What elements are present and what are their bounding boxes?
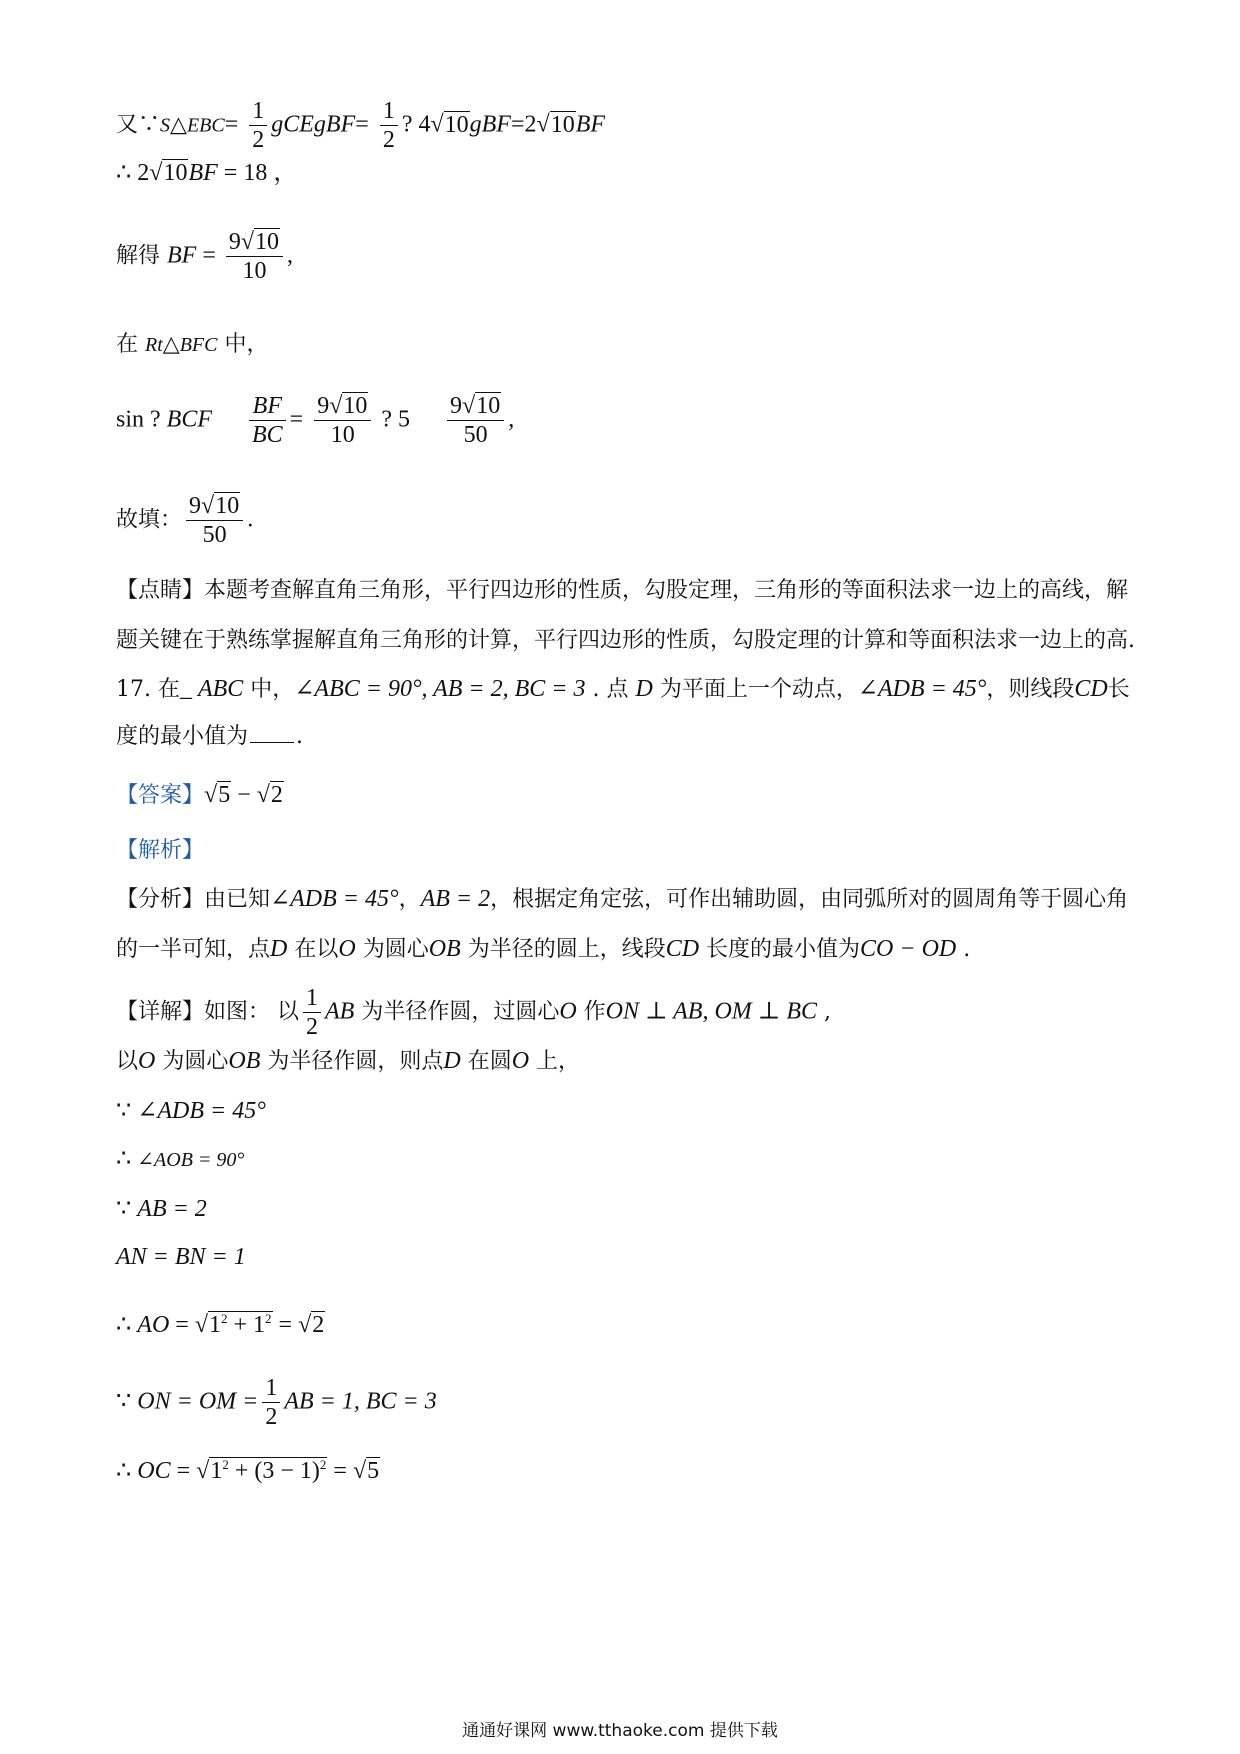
text: 为平面上一个动点， [652,677,858,702]
math-term: O [511,1048,530,1074]
denominator: 2 [252,127,265,153]
math-term: D [443,1048,461,1074]
math-term: O [338,936,356,962]
math-term: BF [575,111,606,138]
footer-watermark: 通通好课网 www.tthaoke.com 提供下载 [462,1721,778,1741]
text: 为半径作圆，过圆心 [354,999,560,1025]
denominator: BC [252,422,283,448]
math-term: ? [144,406,167,433]
sqrt: $√1^2 + 1^2$ [194,1311,272,1338]
math-term: O [559,998,577,1025]
math-term: AB = 1, BC = 3 [284,1388,437,1415]
line-solve-bf [116,228,293,285]
fraction-half [249,97,267,154]
equals: = [196,242,222,269]
numerator: 1 [249,97,267,126]
sqrt: √10 [430,111,469,138]
numerator: 1 [380,97,398,126]
text: , [287,242,294,269]
xiangjie-line-1 [116,984,831,1041]
fraction-half [380,97,398,154]
text: 中， [217,332,269,357]
math-s: S [160,114,171,137]
line-area-ebc [116,97,605,154]
text: ，则线段 [986,677,1075,702]
line-adb: ∵ ∠ADB = 45° [116,1098,266,1124]
fraction [249,392,286,449]
text: , [508,406,515,433]
triangle-symbol: △ [162,332,180,357]
line-oc: ∴ OC = $√1^2 + (3 - 1)^2 = √5$ [116,1457,380,1484]
text: . [956,937,971,962]
text: ， [398,887,421,912]
text: 为圆心 [355,937,429,962]
line-ab: ∵ AB = 2 [116,1196,207,1222]
text: 又∵ [116,112,161,138]
math-condition: AB = 2 [137,1196,207,1222]
math-term: OB [228,1048,261,1074]
sqrt: √5 [204,782,231,808]
numerator: BF [249,392,286,421]
math-term: gBF [469,111,511,138]
numerator: 9√10 [314,392,371,421]
denominator: 2 [382,127,395,153]
math-condition: ON ⊥ AB, OM ⊥ BC [605,998,818,1025]
math-term: ? 4 [401,111,431,138]
line-sin-bcf [116,392,514,449]
text: 长度的最小值为 [699,937,861,962]
answer-label: 【答案】 [116,783,205,808]
sqrt: √5 [352,1458,380,1484]
fraction-half [303,984,321,1041]
sqrt: √2 [298,1312,325,1338]
math-condition: AB = 2 [420,886,491,912]
triangle-symbol: _ [179,676,198,702]
text: 【分析】由已知 [116,887,271,912]
math-term: CD [1074,676,1108,702]
text: = 18 ， [217,160,298,186]
math-term: BF [188,160,218,186]
math-term: OB [428,936,461,962]
denominator: 50 [463,422,488,448]
math-condition: ∠ADB = 45° [857,676,987,702]
question-17-line-2 [116,722,303,752]
math-condition: AN = BN = 1 [116,1244,246,1270]
math-term: ABC [197,676,244,702]
math-term: BF [167,242,197,269]
fraction [186,492,243,549]
math-condition: ∠ABC = 90°, AB = 2, BC = 3 [294,676,586,702]
fraction [314,392,371,449]
radicand: 5 [218,782,231,808]
text: 故填： [116,507,183,533]
text: . [296,724,304,749]
math-term: ? 5 [375,406,411,433]
sqrt: √10 [149,160,188,186]
fraction [226,228,283,285]
text: 度的最小值为 [116,724,249,749]
answer-line [116,780,284,811]
equals: = [355,111,369,138]
triangle-symbol: △ [170,112,187,138]
numerator: 1 [303,984,321,1013]
math-condition: ∠ADB = 45° [270,886,399,912]
math-term: CO − OD [860,936,957,962]
sqrt: $√1^2 + (3 - 1)^2$ [196,1457,327,1484]
text: 【详解】如图： 以 [116,999,299,1025]
math-term: sin [116,406,145,433]
fenxi-line-1 [116,884,1128,915]
numerator: 9√10 [447,392,504,421]
math-term: OC [137,1458,171,1484]
text: 作 [576,999,606,1025]
fraction [447,392,504,449]
math-term: O [138,1048,156,1074]
math-term: CD [665,936,700,962]
radicand: 10 [444,111,469,138]
math-term: ON = OM = [137,1388,259,1415]
line-rt-bfc [116,330,268,360]
math-term: =2 [510,111,537,138]
text: 在 [116,332,145,357]
denominator: 10 [330,422,355,448]
equals: = [224,111,239,138]
text: 中， [243,677,295,702]
line-ao: ∴ AO = $√1^2 + 1^2 = √2$ [116,1311,325,1338]
text: ，根据定角定弦，可作出辅助圆，由同弧所对的圆周角等于圆心角 [490,887,1129,912]
line-circle-o: 以O 为圆心OB 为半径作圆，则点D 在圆O 上， [116,1048,581,1074]
line-aob: ∴ ∠AOB = 90° [116,1146,245,1172]
math-term: gCEgBF [271,111,356,138]
math-term: Rt [145,334,163,356]
text: 的一半可知，点 [116,937,271,962]
equals: = [289,406,304,433]
text: , [817,999,832,1025]
dianjing-line-2: 题关键在于熟练掌握解直角三角形的计算，平行四边形的性质，勾股定理的计算和等面积法求一边上的高. [116,628,1135,653]
radicand: 10 [550,111,575,138]
text: . 点 [585,677,636,702]
jiexi-label: 【解析】 [116,838,205,863]
question-number: 17. 在 [116,677,180,702]
radicand: 10 [163,160,188,186]
line-on-om: ∵ ON = OM = $\frac{1}{2}$ AB = 1, BC = 3 [116,1375,437,1430]
text: ∴ 2 [116,160,150,186]
math-term: BCF [166,406,212,433]
math-condition: ∠AOB = 90° [137,1149,245,1171]
math-term: D [270,936,288,962]
math-term: AB [325,998,355,1025]
dianjing-line-1: 【点睛】本题考查解直角三角形，平行四边形的性质，勾股定理，三角形的等面积法求一边上的高线，解 [116,578,1129,603]
fraction-half: $\frac{1}{2}$ [262,1374,280,1431]
denominator: 2 [306,1014,318,1040]
sqrt: √2 [256,782,283,808]
math-term: AO [137,1312,170,1338]
fenxi-line-2 [116,934,970,965]
denominator: 10 [242,258,267,284]
answer-blank [250,742,294,743]
line-an-bn [116,1242,246,1273]
text: . [247,506,254,533]
sqrt: √10 [536,111,575,138]
denominator: 50 [202,522,227,548]
line-bf-eq [116,158,297,189]
numerator: 9√10 [226,228,283,257]
radicand: 2 [270,782,283,808]
question-17-line-1 [116,674,1130,705]
math-term: D [635,676,653,702]
math-condition: ∠ADB = 45° [137,1098,266,1124]
numerator: 9√10 [186,492,243,521]
math-ebc: EBC [186,114,225,137]
minus: − [231,782,257,808]
math-term: BFC [179,334,218,356]
line-answer-fill [116,492,253,549]
text: 长 [1107,677,1130,702]
text: 为半径的圆上，线段 [460,937,666,962]
text: 解得 [116,243,167,269]
text: 在以 [287,937,339,962]
